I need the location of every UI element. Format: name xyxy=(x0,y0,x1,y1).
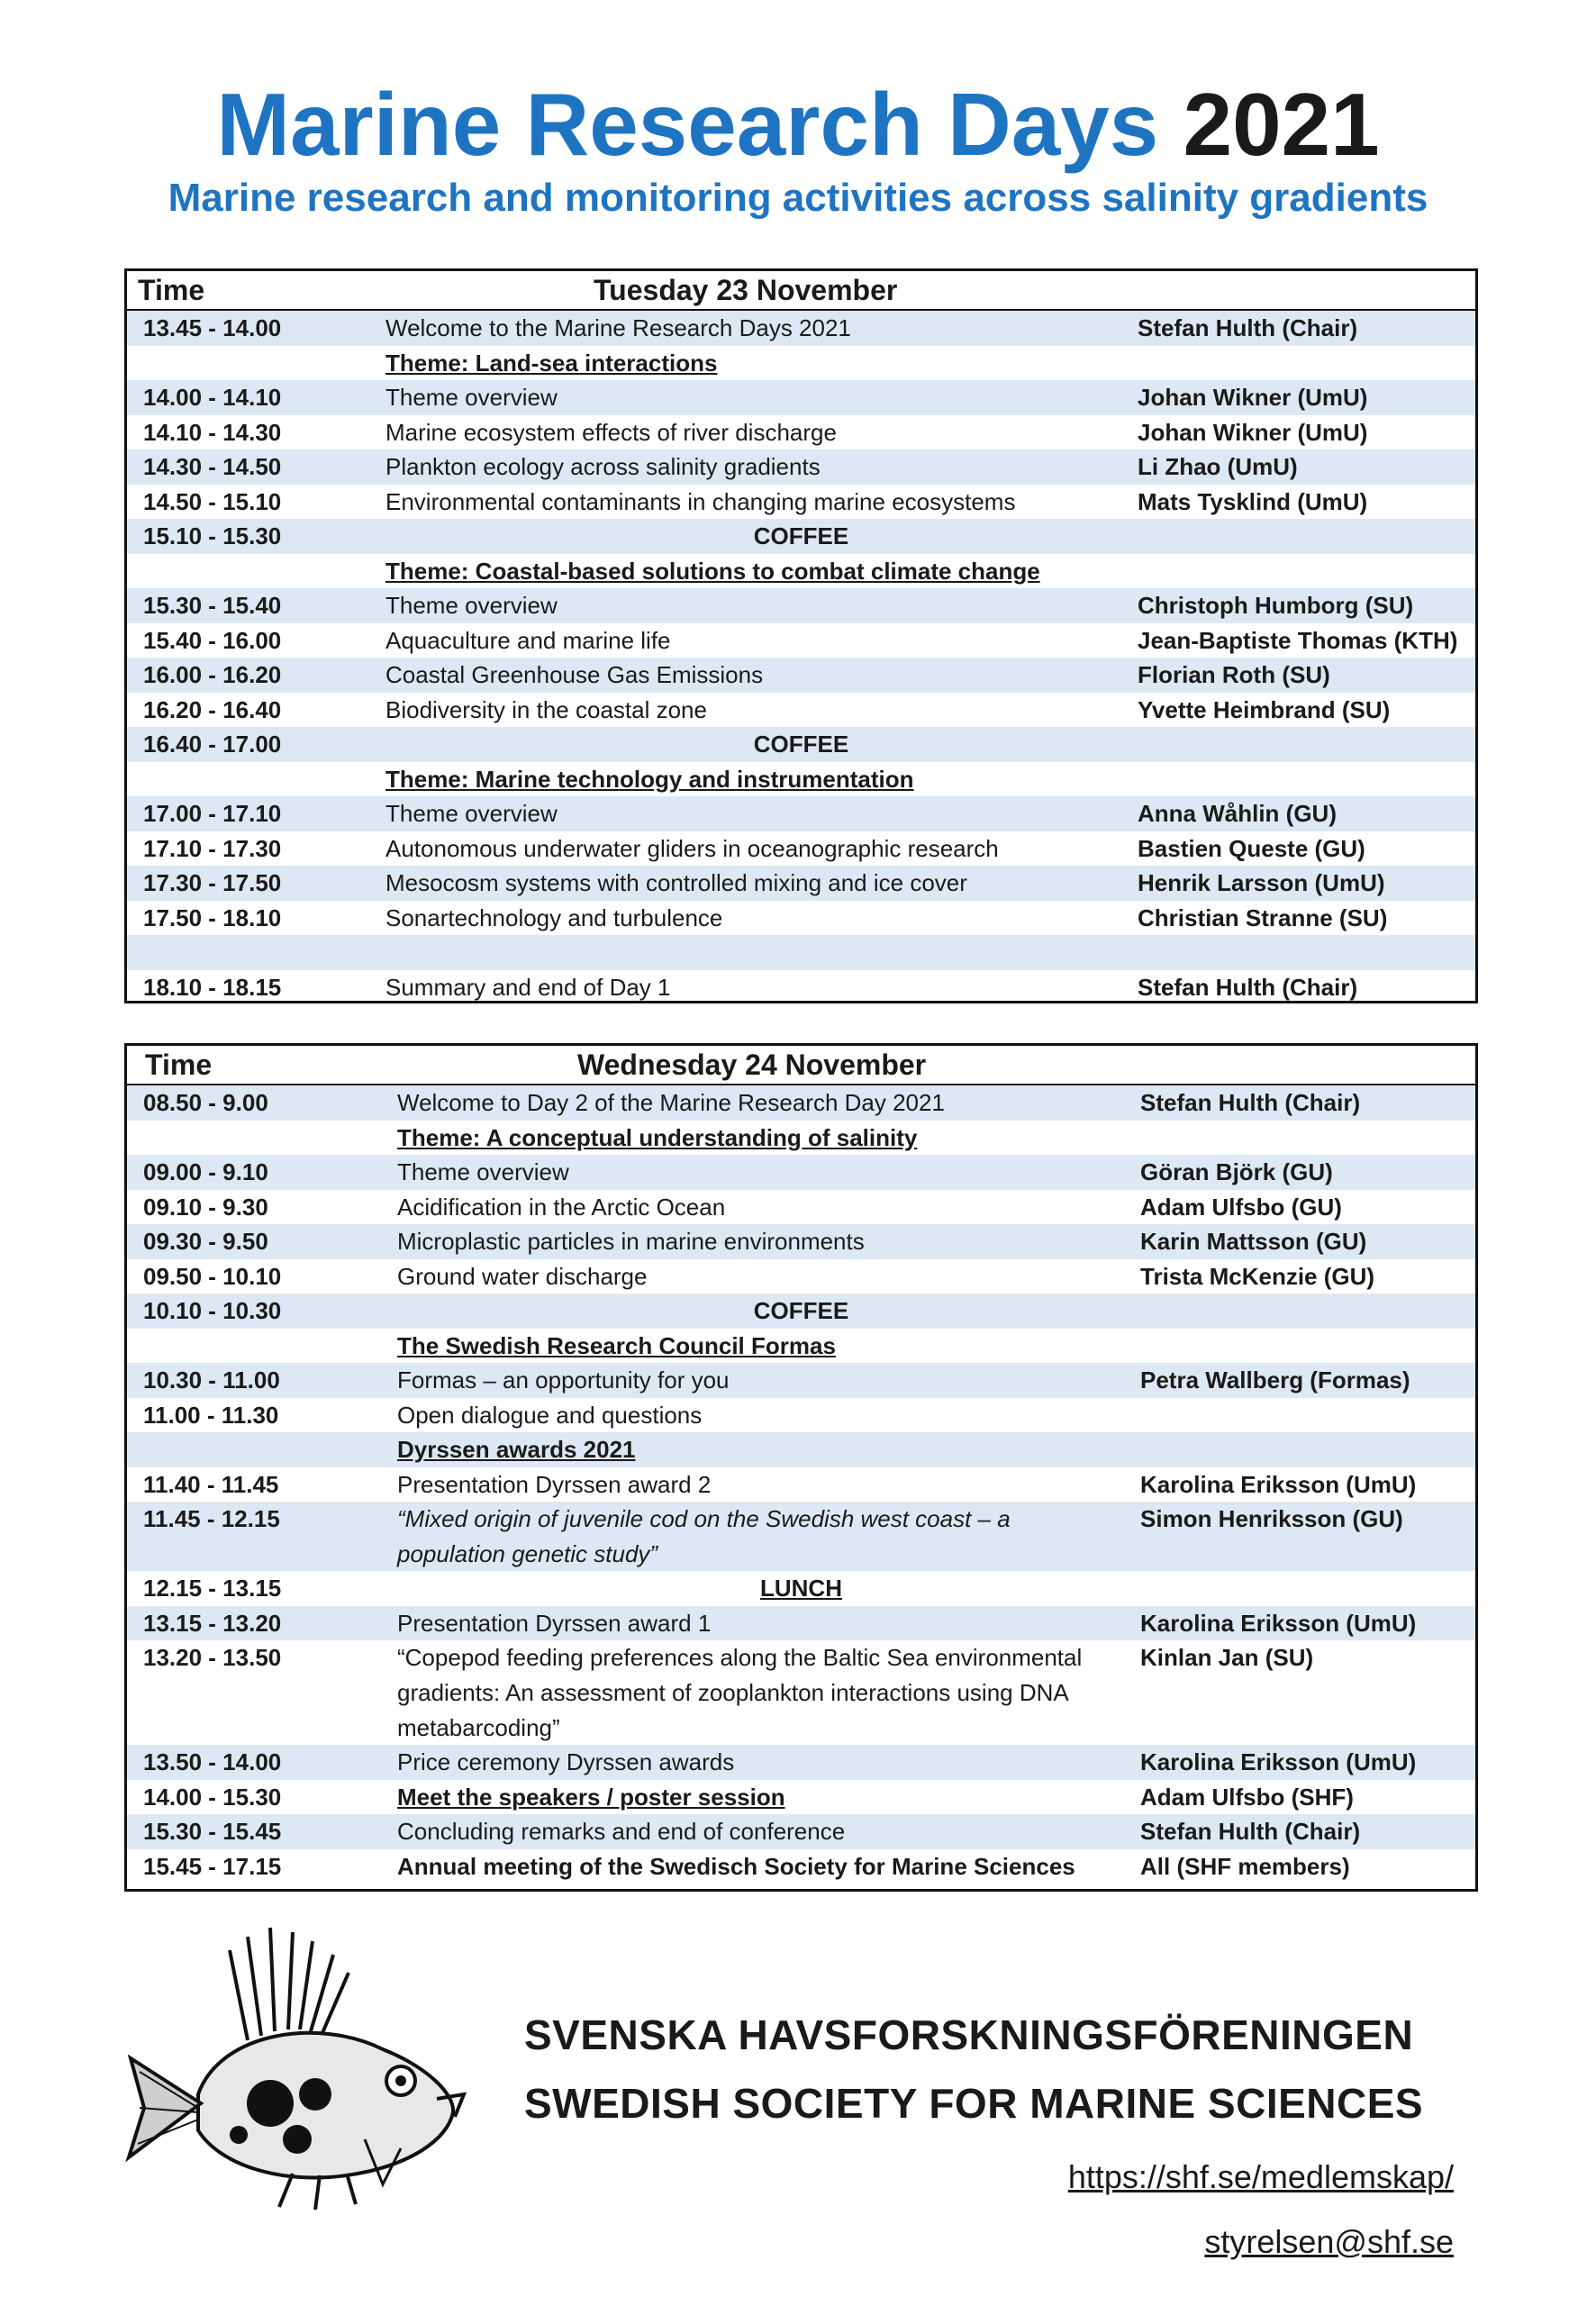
row-activity: Theme overview xyxy=(385,384,558,411)
table-row xyxy=(127,1190,1475,1225)
row-time: 14.00 - 15.30 xyxy=(143,1783,282,1811)
row-time: 08.50 - 9.00 xyxy=(143,1089,268,1116)
row-speaker: Kinlan Jan (SU) xyxy=(1140,1644,1314,1671)
table-row xyxy=(127,901,1475,936)
row-activity: Price ceremony Dyrssen awards xyxy=(397,1748,735,1775)
row-time: 13.15 - 13.20 xyxy=(143,1609,282,1637)
table-row xyxy=(127,1224,1475,1259)
row-activity: Presentation Dyrssen award 2 xyxy=(397,1470,712,1498)
row-activity: Concluding remarks and end of conference xyxy=(397,1818,846,1845)
row-time: 17.30 - 17.50 xyxy=(143,869,282,896)
table-row xyxy=(127,1640,1475,1745)
table-row xyxy=(127,623,1475,658)
table-row xyxy=(127,831,1475,867)
schedule-day1 xyxy=(124,268,1478,1003)
theme-row xyxy=(127,1432,1475,1467)
row-speaker: Adam Ulfsbo (GU) xyxy=(1140,1193,1342,1221)
row-time: 09.30 - 9.50 xyxy=(143,1228,268,1255)
theme-row xyxy=(127,762,1475,797)
break-row xyxy=(127,727,1475,762)
row-activity: Mesocosm systems with controlled mixing and ice cover xyxy=(385,869,967,896)
theme-row xyxy=(127,554,1475,589)
row-time: 16.00 - 16.20 xyxy=(143,661,282,688)
table-row xyxy=(127,1606,1475,1641)
table-row xyxy=(127,1780,1475,1815)
row-activity: Summary and end of Day 1 xyxy=(385,973,671,1001)
row-time: 13.20 - 13.50 xyxy=(143,1644,282,1671)
row-activity: Coastal Greenhouse Gas Emissions xyxy=(385,661,764,688)
row-speaker: Petra Wallberg (Formas) xyxy=(1140,1366,1410,1394)
day-header: Wednesday 24 November xyxy=(577,1049,927,1081)
row-speaker: Yvette Heimbrand (SU) xyxy=(1138,695,1391,723)
row-activity: Microplastic particles in marine environments xyxy=(397,1228,865,1255)
row-speaker: Anna Wåhlin (GU) xyxy=(1138,800,1337,827)
table-row xyxy=(127,658,1475,693)
row-time: 10.10 - 10.30 xyxy=(143,1297,282,1324)
row-time: 11.45 - 12.15 xyxy=(143,1505,280,1532)
row-activity: Welcome to the Marine Research Days 2021 xyxy=(385,314,851,341)
row-activity: Plankton ecology across salinity gradients xyxy=(385,453,821,480)
row-time: 17.00 - 17.10 xyxy=(143,800,282,827)
table-row xyxy=(127,485,1475,520)
row-time: 14.30 - 14.50 xyxy=(143,453,282,480)
title-main: Marine Research Days xyxy=(216,75,1159,174)
row-speaker: Li Zhao (UmU) xyxy=(1138,453,1298,480)
theme-heading: Theme: A conceptual understanding of salinity xyxy=(397,1123,918,1151)
row-time: 13.45 - 14.00 xyxy=(143,314,282,341)
row-speaker: Stefan Hulth (Chair) xyxy=(1138,314,1358,341)
row-speaker: Johan Wikner (UmU) xyxy=(1138,418,1368,446)
row-activity: “Copepod feeding preferences along the Baltic Sea environmental gradients: An assessment of zooplankton interactions using DNA metabarcoding” xyxy=(397,1644,1083,1741)
day-header: Tuesday 23 November xyxy=(594,274,898,306)
row-activity: Welcome to Day 2 of the Marine Research Day 2021 xyxy=(397,1089,945,1116)
row-speaker: All (SHF members) xyxy=(1140,1852,1350,1880)
org-name-swedish: SVENSKA HAVSFORSKNINGSFÖRENINGEN xyxy=(524,2011,1414,2058)
table-row xyxy=(127,1155,1475,1190)
fish-logo-icon xyxy=(113,1923,482,2211)
table-row xyxy=(127,311,1475,346)
theme-row xyxy=(127,1121,1475,1156)
row-activity: Marine ecosystem effects of river discharge xyxy=(385,418,837,446)
row-activity: Theme overview xyxy=(385,592,558,619)
theme-heading: Theme: Marine technology and instrumentation xyxy=(385,765,914,793)
row-speaker: Karolina Eriksson (UmU) xyxy=(1140,1470,1417,1498)
title-year: 2021 xyxy=(1183,75,1380,174)
table-row xyxy=(127,1502,1475,1571)
table-row xyxy=(127,1363,1475,1398)
row-activity: Ground water discharge xyxy=(397,1262,648,1290)
theme-row xyxy=(127,346,1475,381)
break-row xyxy=(127,1294,1475,1329)
membership-link[interactable]: https://shf.se/medlemskap/ xyxy=(1067,2158,1454,2195)
row-speaker: Henrik Larsson (UmU) xyxy=(1138,869,1385,896)
table-row xyxy=(127,970,1475,1005)
row-activity: Autonomous underwater gliders in oceanographic research xyxy=(385,834,999,862)
theme-row xyxy=(127,1329,1475,1364)
row-speaker: Christoph Humborg (SU) xyxy=(1138,592,1414,619)
break-row xyxy=(127,519,1475,554)
break-label: COFFEE xyxy=(753,522,849,549)
row-activity: Environmental contaminants in changing marine ecosystems xyxy=(385,487,1016,515)
table-row xyxy=(127,415,1475,450)
row-activity: “Mixed origin of juvenile cod on the Swedish west coast – a population genetic study” xyxy=(397,1505,1011,1567)
row-time: 09.00 - 9.10 xyxy=(143,1158,268,1185)
theme-heading: Theme: Land-sea interactions xyxy=(385,349,718,377)
row-activity: Annual meeting of the Swedisch Society for Marine Sciences xyxy=(397,1852,1075,1880)
table-row xyxy=(127,380,1475,415)
schedule-header xyxy=(127,1046,1475,1085)
row-time: 15.30 - 15.45 xyxy=(143,1818,282,1845)
row-speaker: Stefan Hulth (Chair) xyxy=(1140,1089,1361,1116)
row-time: 10.30 - 11.00 xyxy=(143,1366,280,1394)
row-activity: Acidification in the Arctic Ocean xyxy=(397,1193,726,1221)
row-speaker: Stefan Hulth (Chair) xyxy=(1138,973,1358,1001)
row-speaker: Simon Henriksson (GU) xyxy=(1140,1505,1403,1532)
row-speaker: Karolina Eriksson (UmU) xyxy=(1140,1748,1417,1775)
page-title xyxy=(0,70,1596,178)
row-time: 15.45 - 17.15 xyxy=(143,1852,282,1880)
table-row xyxy=(127,1085,1475,1121)
row-time: 11.00 - 11.30 xyxy=(143,1401,279,1429)
row-speaker: Mats Tysklind (UmU) xyxy=(1138,487,1368,515)
row-activity: Biodiversity in the coastal zone xyxy=(385,695,707,723)
row-activity: Aquaculture and marine life xyxy=(385,626,671,654)
page-subtitle: Marine research and monitoring activities across salinity gradients xyxy=(168,176,1428,220)
empty-row xyxy=(127,935,1475,970)
row-activity: Sonartechnology and turbulence xyxy=(385,903,723,931)
table-row xyxy=(127,588,1475,623)
row-speaker: Karin Mattsson (GU) xyxy=(1140,1228,1367,1255)
row-time: 17.10 - 17.30 xyxy=(143,834,282,862)
time-column-header: Time xyxy=(145,1049,213,1081)
table-row xyxy=(127,796,1475,831)
row-speaker: Jean-Baptiste Thomas (KTH) xyxy=(1138,626,1458,654)
row-time: 18.10 - 18.15 xyxy=(143,973,282,1001)
row-time: 17.50 - 18.10 xyxy=(143,903,282,931)
row-time: 15.10 - 15.30 xyxy=(143,522,282,549)
table-row xyxy=(127,1467,1475,1503)
table-row xyxy=(127,1745,1475,1780)
row-speaker: Göran Björk (GU) xyxy=(1140,1158,1333,1185)
table-row xyxy=(127,1398,1475,1433)
row-time: 12.15 - 13.15 xyxy=(143,1575,282,1602)
break-label: COFFEE xyxy=(753,1297,849,1324)
row-time: 09.50 - 10.10 xyxy=(143,1262,282,1290)
break-row xyxy=(127,1571,1475,1606)
row-speaker: Florian Roth (SU) xyxy=(1138,661,1330,688)
break-label: LUNCH xyxy=(760,1575,842,1602)
row-speaker: Trista McKenzie (GU) xyxy=(1140,1262,1375,1290)
row-time: 14.50 - 15.10 xyxy=(143,487,282,515)
table-row xyxy=(127,1259,1475,1294)
row-time: 14.00 - 14.10 xyxy=(143,384,282,411)
row-activity: Meet the speakers / poster session xyxy=(397,1783,785,1811)
row-speaker: Christian Stranne (SU) xyxy=(1138,903,1388,931)
table-row xyxy=(127,1849,1475,1884)
email-link[interactable]: styrelsen@shf.se xyxy=(1204,2223,1454,2260)
schedule-day2 xyxy=(124,1043,1478,1892)
row-time: 15.40 - 16.00 xyxy=(143,626,282,654)
row-speaker: Stefan Hulth (Chair) xyxy=(1140,1818,1361,1845)
row-time: 16.40 - 17.00 xyxy=(143,731,282,758)
row-speaker: Johan Wikner (UmU) xyxy=(1138,384,1368,411)
break-label: COFFEE xyxy=(753,731,849,758)
theme-heading: The Swedish Research Council Formas xyxy=(397,1331,836,1359)
row-time: 13.50 - 14.00 xyxy=(143,1748,282,1775)
table-row xyxy=(127,693,1475,728)
row-activity: Open dialogue and questions xyxy=(397,1401,703,1429)
table-row xyxy=(127,866,1475,901)
row-activity: Presentation Dyrssen award 1 xyxy=(397,1609,712,1637)
row-activity: Theme overview xyxy=(397,1158,569,1185)
time-column-header: Time xyxy=(138,274,205,306)
row-speaker: Bastien Queste (GU) xyxy=(1138,834,1365,862)
row-activity: Theme overview xyxy=(385,800,558,827)
theme-heading: Dyrssen awards 2021 xyxy=(397,1436,636,1463)
row-time: 11.40 - 11.45 xyxy=(143,1470,279,1498)
theme-heading: Theme: Coastal-based solutions to combat climate change xyxy=(385,557,1040,585)
row-time: 14.10 - 14.30 xyxy=(143,418,282,446)
row-time: 16.20 - 16.40 xyxy=(143,695,282,723)
row-time: 09.10 - 9.30 xyxy=(143,1193,268,1221)
schedule-header xyxy=(127,271,1475,311)
table-row xyxy=(127,1814,1475,1849)
table-row xyxy=(127,449,1475,485)
row-speaker: Adam Ulfsbo (SHF) xyxy=(1140,1783,1354,1811)
org-name-english: SWEDISH SOCIETY FOR MARINE SCIENCES xyxy=(524,2080,1424,2127)
row-activity: Formas – an opportunity for you xyxy=(397,1366,730,1394)
row-time: 15.30 - 15.40 xyxy=(143,592,282,619)
row-speaker: Karolina Eriksson (UmU) xyxy=(1140,1609,1417,1637)
